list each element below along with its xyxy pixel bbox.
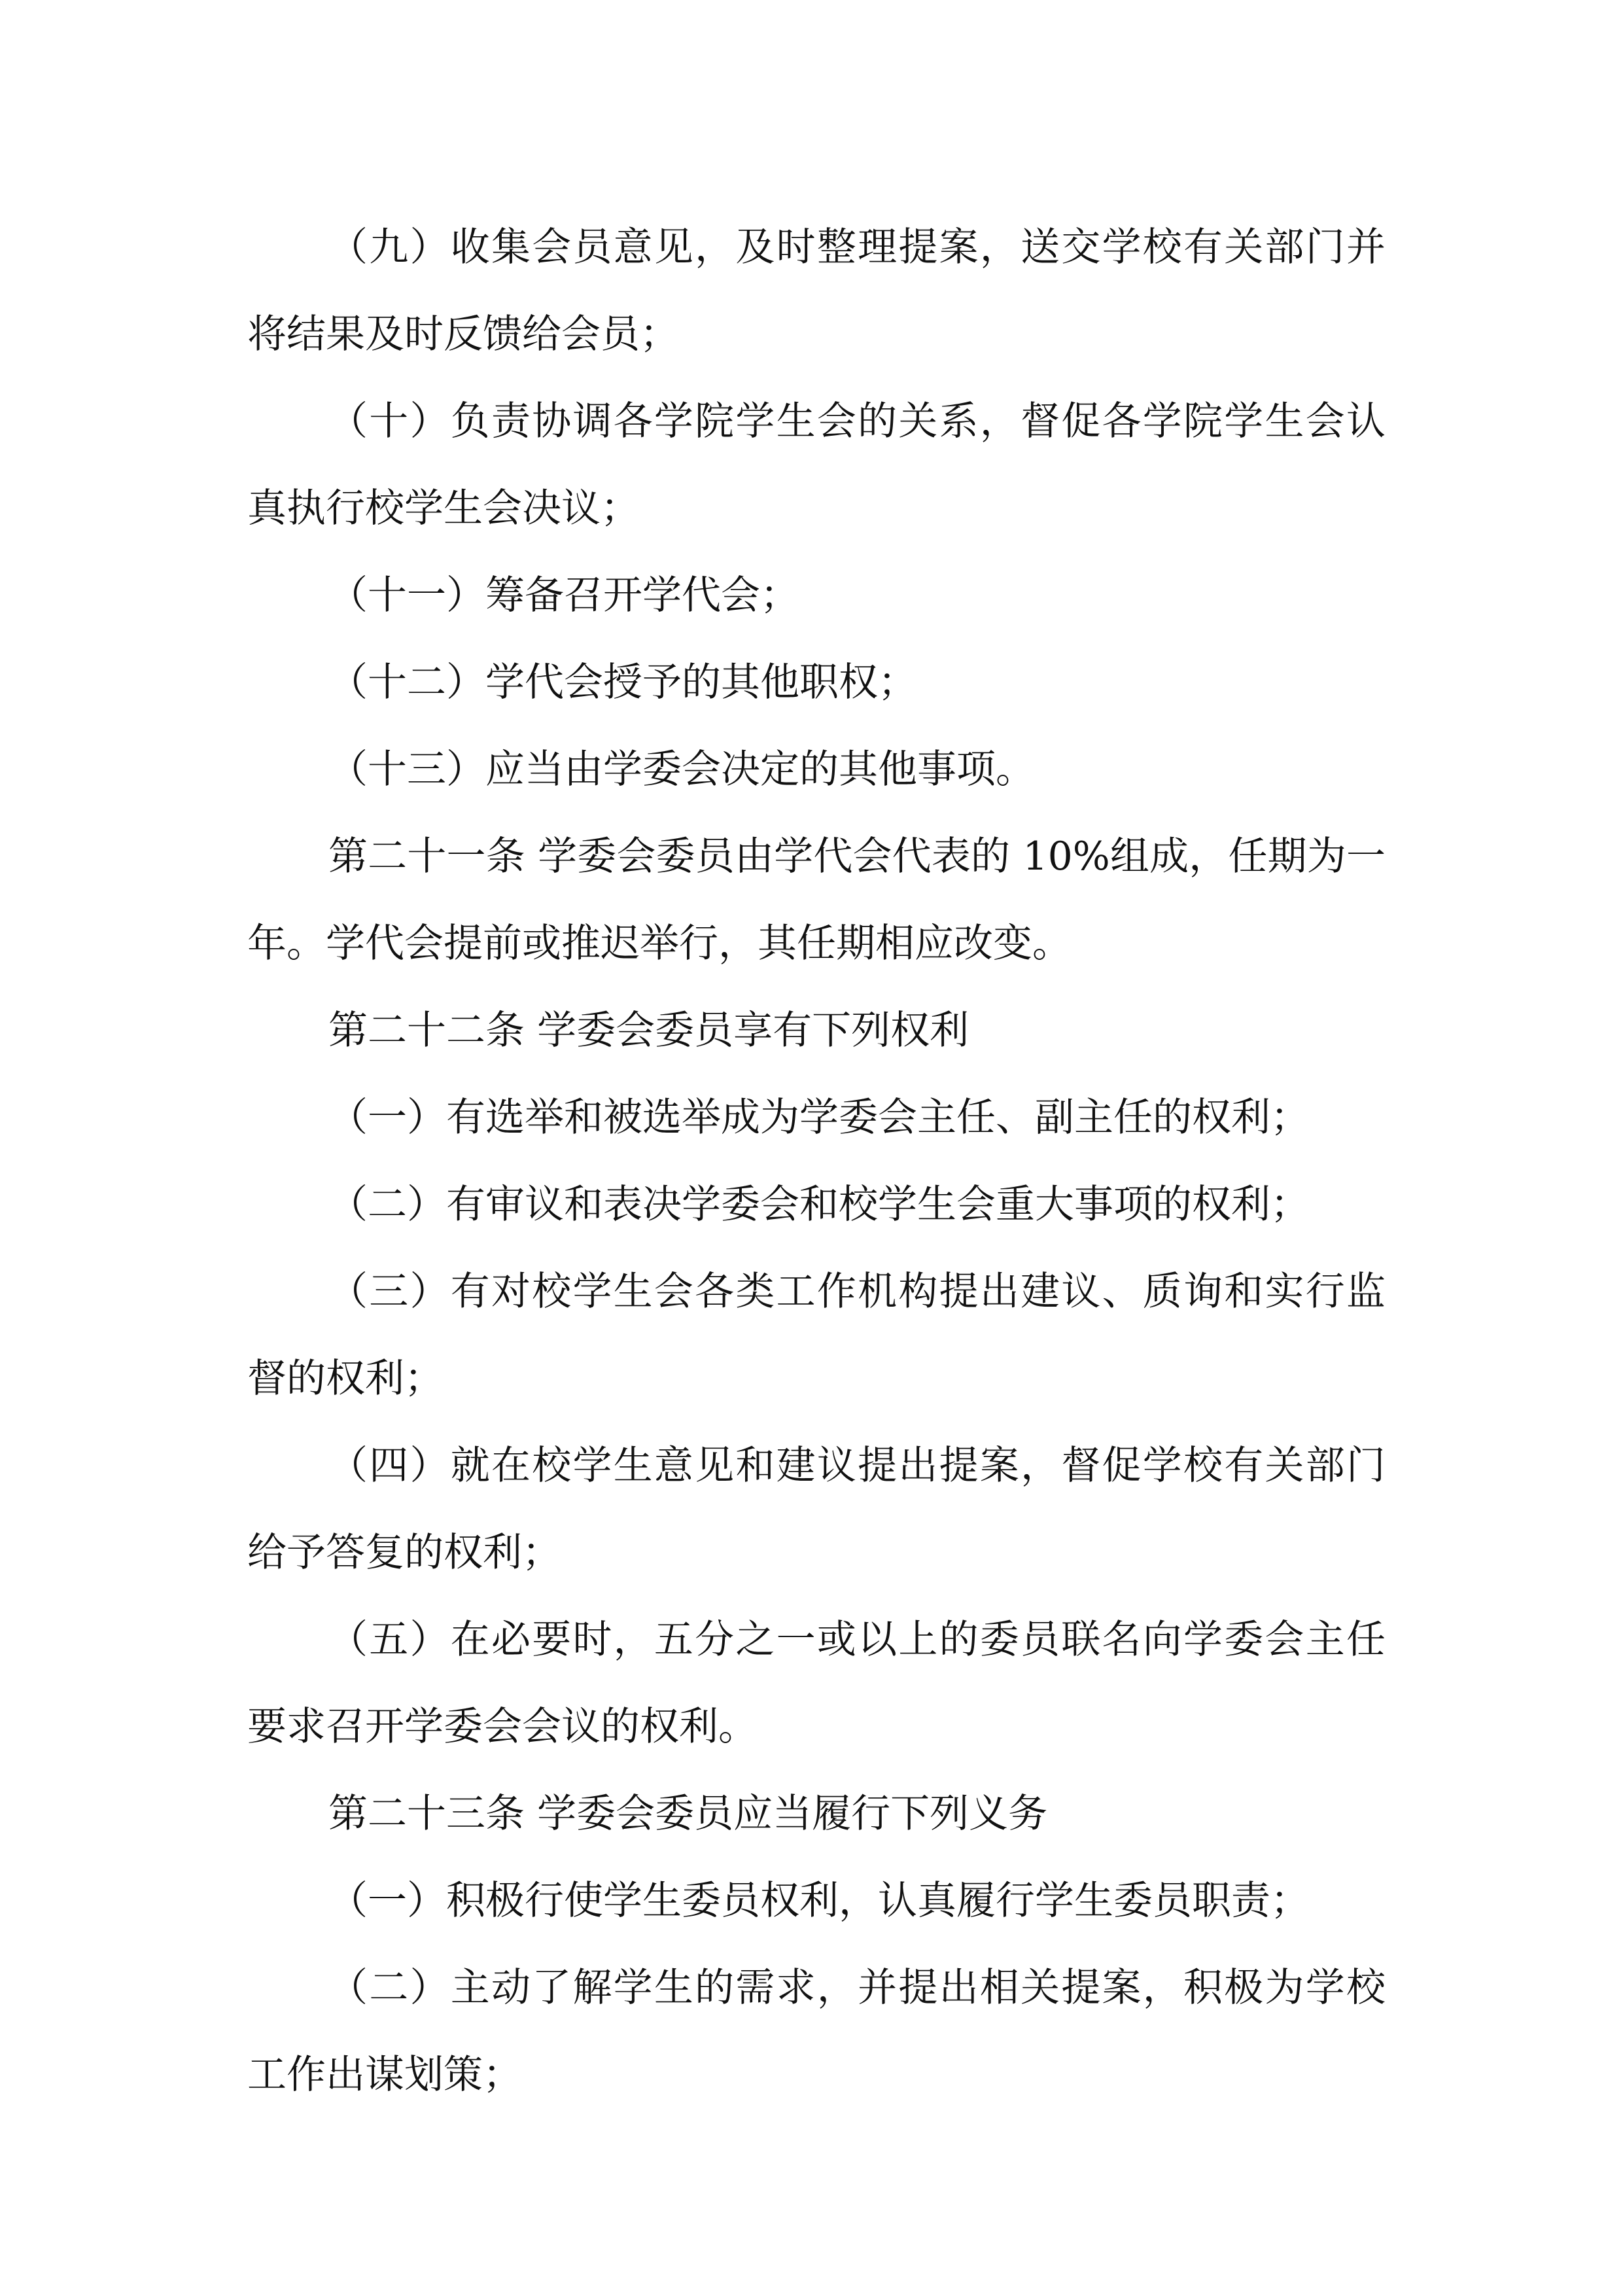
right-item-5: （五）在必要时，五分之一或以上的委员联名向学委会主任要求召开学委会会议的权利。 (247, 1617, 1386, 1750)
article-23-heading: 第二十三条 学委会委员应当履行下列义务 (328, 1791, 1048, 1837)
paragraph-item-12: （十二）学代会授予的其他职权； (328, 660, 917, 705)
right-item-3: （三）有对校学生会各类工作机构提出建议、质询和实行监督的权利； (247, 1269, 1386, 1402)
paragraph-item-9: （九）收集会员意见，及时整理提案，送交学校有关部门并将结果及时反馈给会员； (247, 224, 1386, 357)
paragraph-item-13: （十三）应当由学委会决定的其他事项。 (328, 747, 1035, 792)
document-body (247, 204, 1386, 2119)
duty-item-2: （二）主动了解学生的需求，并提出相关提案，积极为学校工作出谋划策； (247, 1965, 1386, 2098)
duty-item-1: （一）积极行使学生委员权利，认真履行学生委员职责； (328, 1878, 1310, 1924)
right-item-1: （一）有选举和被选举成为学委会主任、副主任的权利； (328, 1095, 1310, 1140)
article-21: 第二十一条 学委会委员由学代会代表的 10%组成，任期为一年。学代会提前或推迟举行，其任期相应改变。 (247, 834, 1386, 966)
article-22-heading: 第二十二条 学委会委员享有下列权利 (328, 1008, 969, 1053)
right-item-2: （二）有审议和表决学委会和校学生会重大事项的权利； (328, 1182, 1310, 1227)
paragraph-item-10: （十）负责协调各学院学生会的关系，督促各学院学生会认真执行校学生会决议； (247, 398, 1386, 531)
paragraph-item-11: （十一）筹备召开学代会； (328, 573, 799, 618)
right-item-4: （四）就在校学生意见和建议提出提案，督促学校有关部门给予答复的权利； (247, 1443, 1386, 1576)
